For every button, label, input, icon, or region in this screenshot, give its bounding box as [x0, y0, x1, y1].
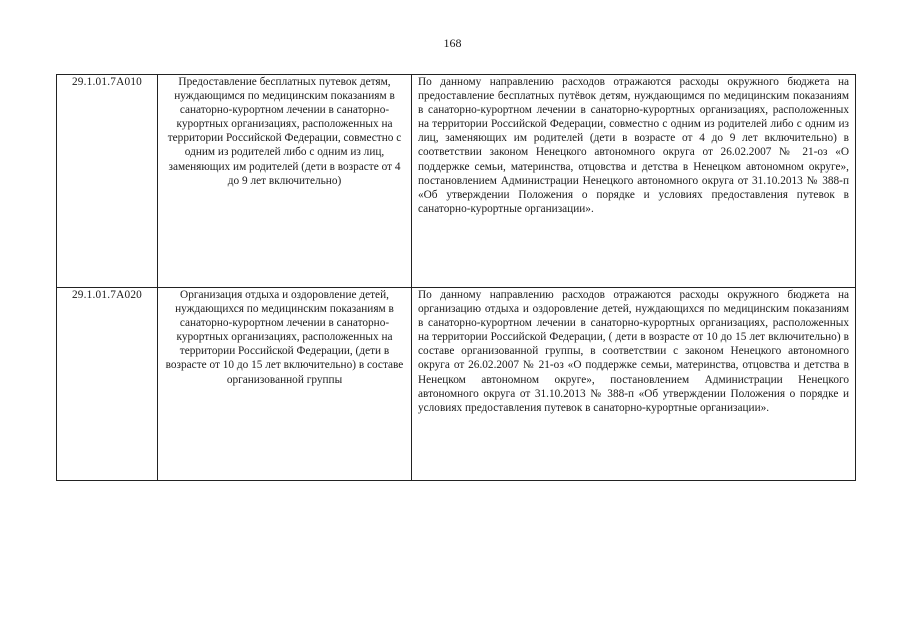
expense-description-cell: По данному направлению расходов отражаются расходы окружного бюджета на организацию отдыха и оздоровление детей, нуждающихся по медицинским показаниям в санаторно-курортном лечении в санаторно-курортных организациях, расположенных на территории Российской Федерации, ( дети в возрасте от 10 до 15 лет включительно) в составе организованной группы, в соответствии с законом Ненецкого автономного округа от 26.02.2007 № 21-оз «О поддержке семьи, материнства, отцовства и детства в Ненецком автономном округе», постановлением Администрации Ненецкого автономного округа от 31.10.2013 № 388-п «Об утверждении Положения о порядке и условиях предоставления путевок в санаторно-курортные организации».: [412, 288, 856, 481]
expense-name-cell: Предоставление бесплатных путевок детям, нуждающимся по медицинским показаниям в санаторно-курортном лечении в санаторно-курортных организациях, расположенных на территории Российской Федерации, совместно с одним из родителей либо с одним из лиц, заменяющих им родителей (дети в возрасте от 4 до 9 лет включительно): [158, 75, 412, 288]
table-row: [57, 75, 856, 288]
expense-code-cell: 29.1.01.7А020: [57, 288, 158, 481]
expense-name-cell: Организация отдыха и оздоровление детей, нуждающихся по медицинским показаниям в санаторно-курортном лечении в санаторно-курортных организациях, расположенных на территории Российской Федерации, (дети в возрасте от 10 до 15 лет включительно) в составе организованной группы: [158, 288, 412, 481]
expense-directions-table: [56, 74, 856, 481]
page-number: 168: [443, 36, 462, 50]
expense-description-cell: По данному направлению расходов отражаются расходы окружного бюджета на предоставление бесплатных путёвок детям, нуждающимся по медицинским показаниям в санаторно-курортном лечении в санаторно-курортных организациях, расположенных на территории Российской Федерации, совместно с одним из родителей либо с одним из лиц, заменяющих им родителей (дети в возрасте от 4 до 9 лет включительно) в соответствии законом Ненецкого автономного округа от 26.02.2007 № 21-оз «О поддержке семьи, материнства, отцовства и детства в Ненецком автономном округе», постановлением Администрации Ненецкого автономного округа от 31.10.2013 № 388-п «Об утверждении Положения о порядке и условиях предоставления путевок в санаторно-курортные организации».: [412, 75, 856, 288]
table-row: [57, 288, 856, 481]
expense-code-cell: 29.1.01.7А010: [57, 75, 158, 288]
